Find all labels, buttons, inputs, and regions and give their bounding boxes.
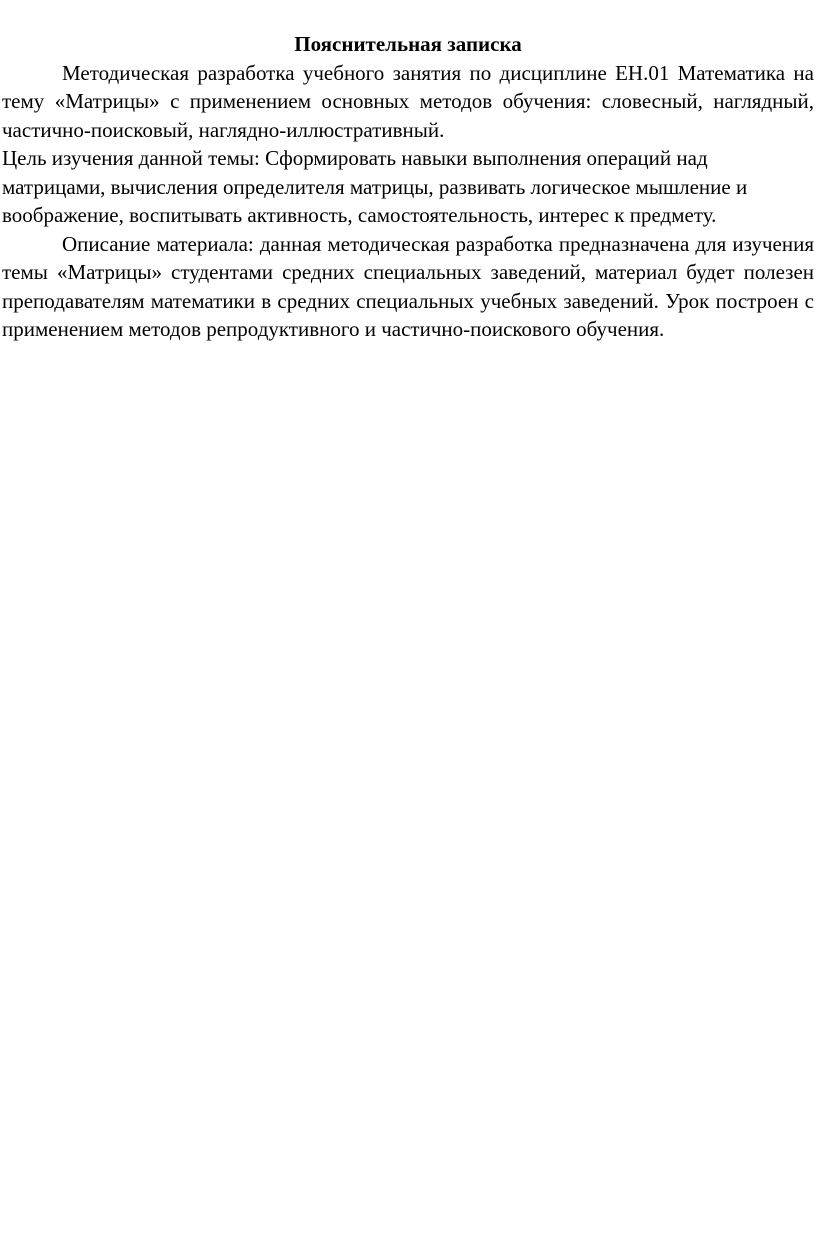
paragraph-material-description: Описание материала: данная методическая разработка предназначена для изучения темы «Матрицы» студентами средних специальных заведений, материал будет полезен преподавателям математики в средних специальных учебных заведений. Урок построен с применением методов репродуктивного и частично-поискового обучения.: [2, 231, 814, 341]
paragraph-method-description: Методическая разработка учебного занятия по дисциплине ЕН.01 Математика на тему «Матрицы» с применением основных методов обучения: словесный, наглядный, частично-поисковый, наглядно-иллюстративный.: [2, 60, 814, 142]
document-title: Пояснительная записка: [294, 32, 522, 56]
document-body: [2, 30, 814, 344]
paragraph-study-goal: Цель изучения данной темы: Сформировать навыки выполнения операций над матрицами, вычисления определителя матрицы, развивать логическое мышление и воображение, воспитывать активность, самостоятельность, интерес к предмету.: [2, 146, 748, 227]
